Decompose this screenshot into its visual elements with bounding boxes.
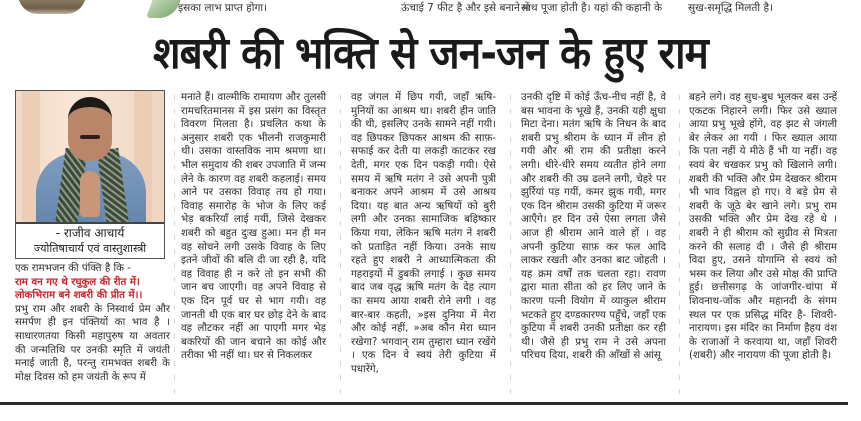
article-column-4 xyxy=(521,91,666,363)
author-name: - राजीव आचार्य xyxy=(55,226,125,240)
previous-article-snippet: साथ पूजा होती है। यहां की कहानी के xyxy=(521,2,663,14)
column-text: उनकी दृष्टि में कोई ऊँच-नीच नहीं है, वे बस भावना के भूखे हैं, उनकी यही क्षुधा मिटा देना। मतंग ऋषि के निधन के बाद शबरी प्रभु श्रीराम के ध्यान में लीन हो गयी और श्री राम की प्रतीक्षा करने लगी। धीरे-धीरे समय व्यतीत होने लगा और शबरी की उम्र ढलने लगी, चेहरे पर झुर्रियां पड़ गयीं, कमर झुक गयी, मगर एक दिन श्रीराम उसकी कुटिया में जरूर आएँगे। हर दिन उसे ऐसा लगता जैसे आज ही श्रीराम आने वाले हों । वह अपनी कुटिया साफ़ कर फल आदि लाकर रखती और उनका बाट जोहती । यह क्रम वर्षों तक चलता रहा। रावण द्वारा माता सीता को हर लिए जाने के कारण पत्नी वियोग में व्याकुल श्रीराम भटकते हुए दण्डकारण्य पहुँचे, जहाँ एक कुटिया में शबरी उनकी प्रतीक्षा कर रही थी। जैसे ही प्रभु राम ने उसे अपना परिचय दिया, शबरी की आँखों से आंसू xyxy=(521,92,666,362)
photo-figure-head xyxy=(68,97,112,161)
bottom-rule xyxy=(0,402,848,405)
column-text: प्रभु राम और शबरी के निस्वार्थ प्रेम और समर्पण ही इन पंक्तियों का भाव है । साधारणतया किसी महापुरुष या अवतार की जन्मतिथि पर उनकी स्मृति में जयंती मनाई जाती है, परन्तु रामभक्त शबरी के मोक्ष दिवस को हम जयंती के रूप में xyxy=(15,303,170,383)
photo-mustache xyxy=(80,135,100,139)
column-divider xyxy=(510,95,511,395)
article-column-3 xyxy=(351,91,496,376)
photo-namaste-hands xyxy=(80,171,100,217)
quote-line: लोकभिराम बने शबरी की प्रीत में।। xyxy=(15,290,143,302)
previous-article-snippet: सुख-समृद्धि मिलती है। xyxy=(688,2,774,14)
column-text: वह जंगल में छिप गयी, जहाँ ऋषि-मुनियों का आश्रम था। शबरी हीन जाति की थी, इसलिए उनके सामने नहीं गयी। वह छिपकर छिपकर आश्रम की साफ़-सफाई कर देती या लकड़ी काटकर रख देती, मगर एक दिन पकड़ी गयी। ऐसे समय में ऋषि मतंग ने उसे अपनी पुत्री बनाकर अपने आश्रम में उसे आश्रय दिया। यह बात अन्य ऋषियों को बुरी लगी और उनका सामाजिक बहिष्कार किया गया, लेकिन ऋषि मतंग ने शबरी को प्रताड़ित नहीं किया। उनके साथ रहते हुए शबरी ने आध्यात्मिकता की गहराइयों में डुबकी लगाई । कुछ समय बाद जब वृद्ध ऋषि मतंग के देह त्याग का समय आया शबरी रोने लगी । वह बार-बार कहती, »इस दुनिया में मेरा और कोई नहीं, »अब कौन मेरा ध्यान रखेगा? भगवान् राम तुम्हारा ध्यान रखेंगे । एक दिन वे स्वयं तेरी कुटिया में पधारेंगे, xyxy=(351,92,496,375)
article-column-1 xyxy=(15,262,170,384)
intro-line: एक रामभजन की पंक्ति है कि - xyxy=(15,263,131,274)
article-column-5 xyxy=(689,91,837,363)
leaf-image xyxy=(146,0,182,18)
column-text: मनाते हैं। वाल्मीकि रामायण और तुलसी रामचरितमानस में इस प्रसंग का विस्तृत विवरण मिलता है। प्रचलित कथा के अनुसार शबरी एक भीलनी राजकुमारी थी। उसका वास्तविक नाम श्रमणा था। भील समुदाय की शबर उपजाति में जन्म लेने के कारण वह शबरी कहलाई। समय आने पर उसका विवाह तय हो गया। विवाह समारोह के भोज के लिए कई भेड़ बकरियाँ लाई गयीं, जिसे देखकर शबरी को बहुत दुःख हुआ। मन ही मन वह सोचने लगी उसके विवाह के लिए इतने जीवों की बलि दी जा रही है, यदि वह विवाह ही न करे तो इन सभी की जान बच जाएगी। वह अपने विवाह से एक दिन पूर्व घर से भाग गयी। वह जानती थी एक बार घर छोड़ देने के बाद वह लौटकर नहीं आ पाएगी मगर भेड़ बकरियों की जान बचाने का कोई और तरीका भी नहीं था। घर से निकलकर xyxy=(181,92,326,362)
quote-line: राम वन गए थे रघुकुल की रीत में। xyxy=(15,276,140,288)
author-photo xyxy=(15,90,165,224)
column-divider xyxy=(174,95,175,395)
article-column-2 xyxy=(181,91,326,363)
column-text: बहने लगे। वह सुध-बुध भूलकर बस उन्हें एकटक निहारने लगी। फिर उसे ख्याल आया प्रभु भूखे होंगे, वह झट से जंगली बेर लेकर आ गयी । फिर ख्याल आया कि पता नहीं ये मीठे हैं भी या नहीं। वह स्वयं बेर चखकर प्रभु को खिलाने लगी। शबरी की भक्ति और प्रेम देखकर श्रीराम भी भाव विह्वल हो गए। वे बड़े प्रेम से शबरी के जूठे बेर खाने लगे। प्रभु राम उसकी भक्ति और प्रेम देख रहे थे । शबरी ने ही श्रीराम को सुग्रीव से मित्रता करने की सलाह दी । जैसे ही श्रीराम विदा हुए, उसने योगाग्नि से स्वयं को भस्म कर लिया और उसे मोक्ष की प्राप्ति हुई। छत्तीसगढ़ के जांजगीर-चांपा में शिवनाथ-जोंक और महानदी के संगम स्थल पर एक प्रसिद्ध मंदिर है- शिवरी-नारायण। इस मंदिर का निर्माण हैहय वंश के राजाओं ने करवाया था, जहाँ शिवरी (शबरी) और नारायण की पूजा होती है। xyxy=(689,92,837,362)
author-title: ज्योतिषाचार्य एवं वास्तुशास्त्री xyxy=(33,242,147,255)
previous-article-snippet: इसका लाभ प्राप्त होगा। xyxy=(178,2,268,14)
column-divider xyxy=(340,95,341,395)
author-caption xyxy=(15,222,165,259)
previous-article-image xyxy=(18,0,86,14)
previous-article-strip xyxy=(0,0,861,22)
previous-article-snippet: ऊंचाई 7 फीट है और इसे बनाने में xyxy=(401,2,530,14)
column-divider xyxy=(679,95,680,395)
article-headline: शबरी की भक्ति से जन-जन के हुए राम xyxy=(153,28,708,79)
